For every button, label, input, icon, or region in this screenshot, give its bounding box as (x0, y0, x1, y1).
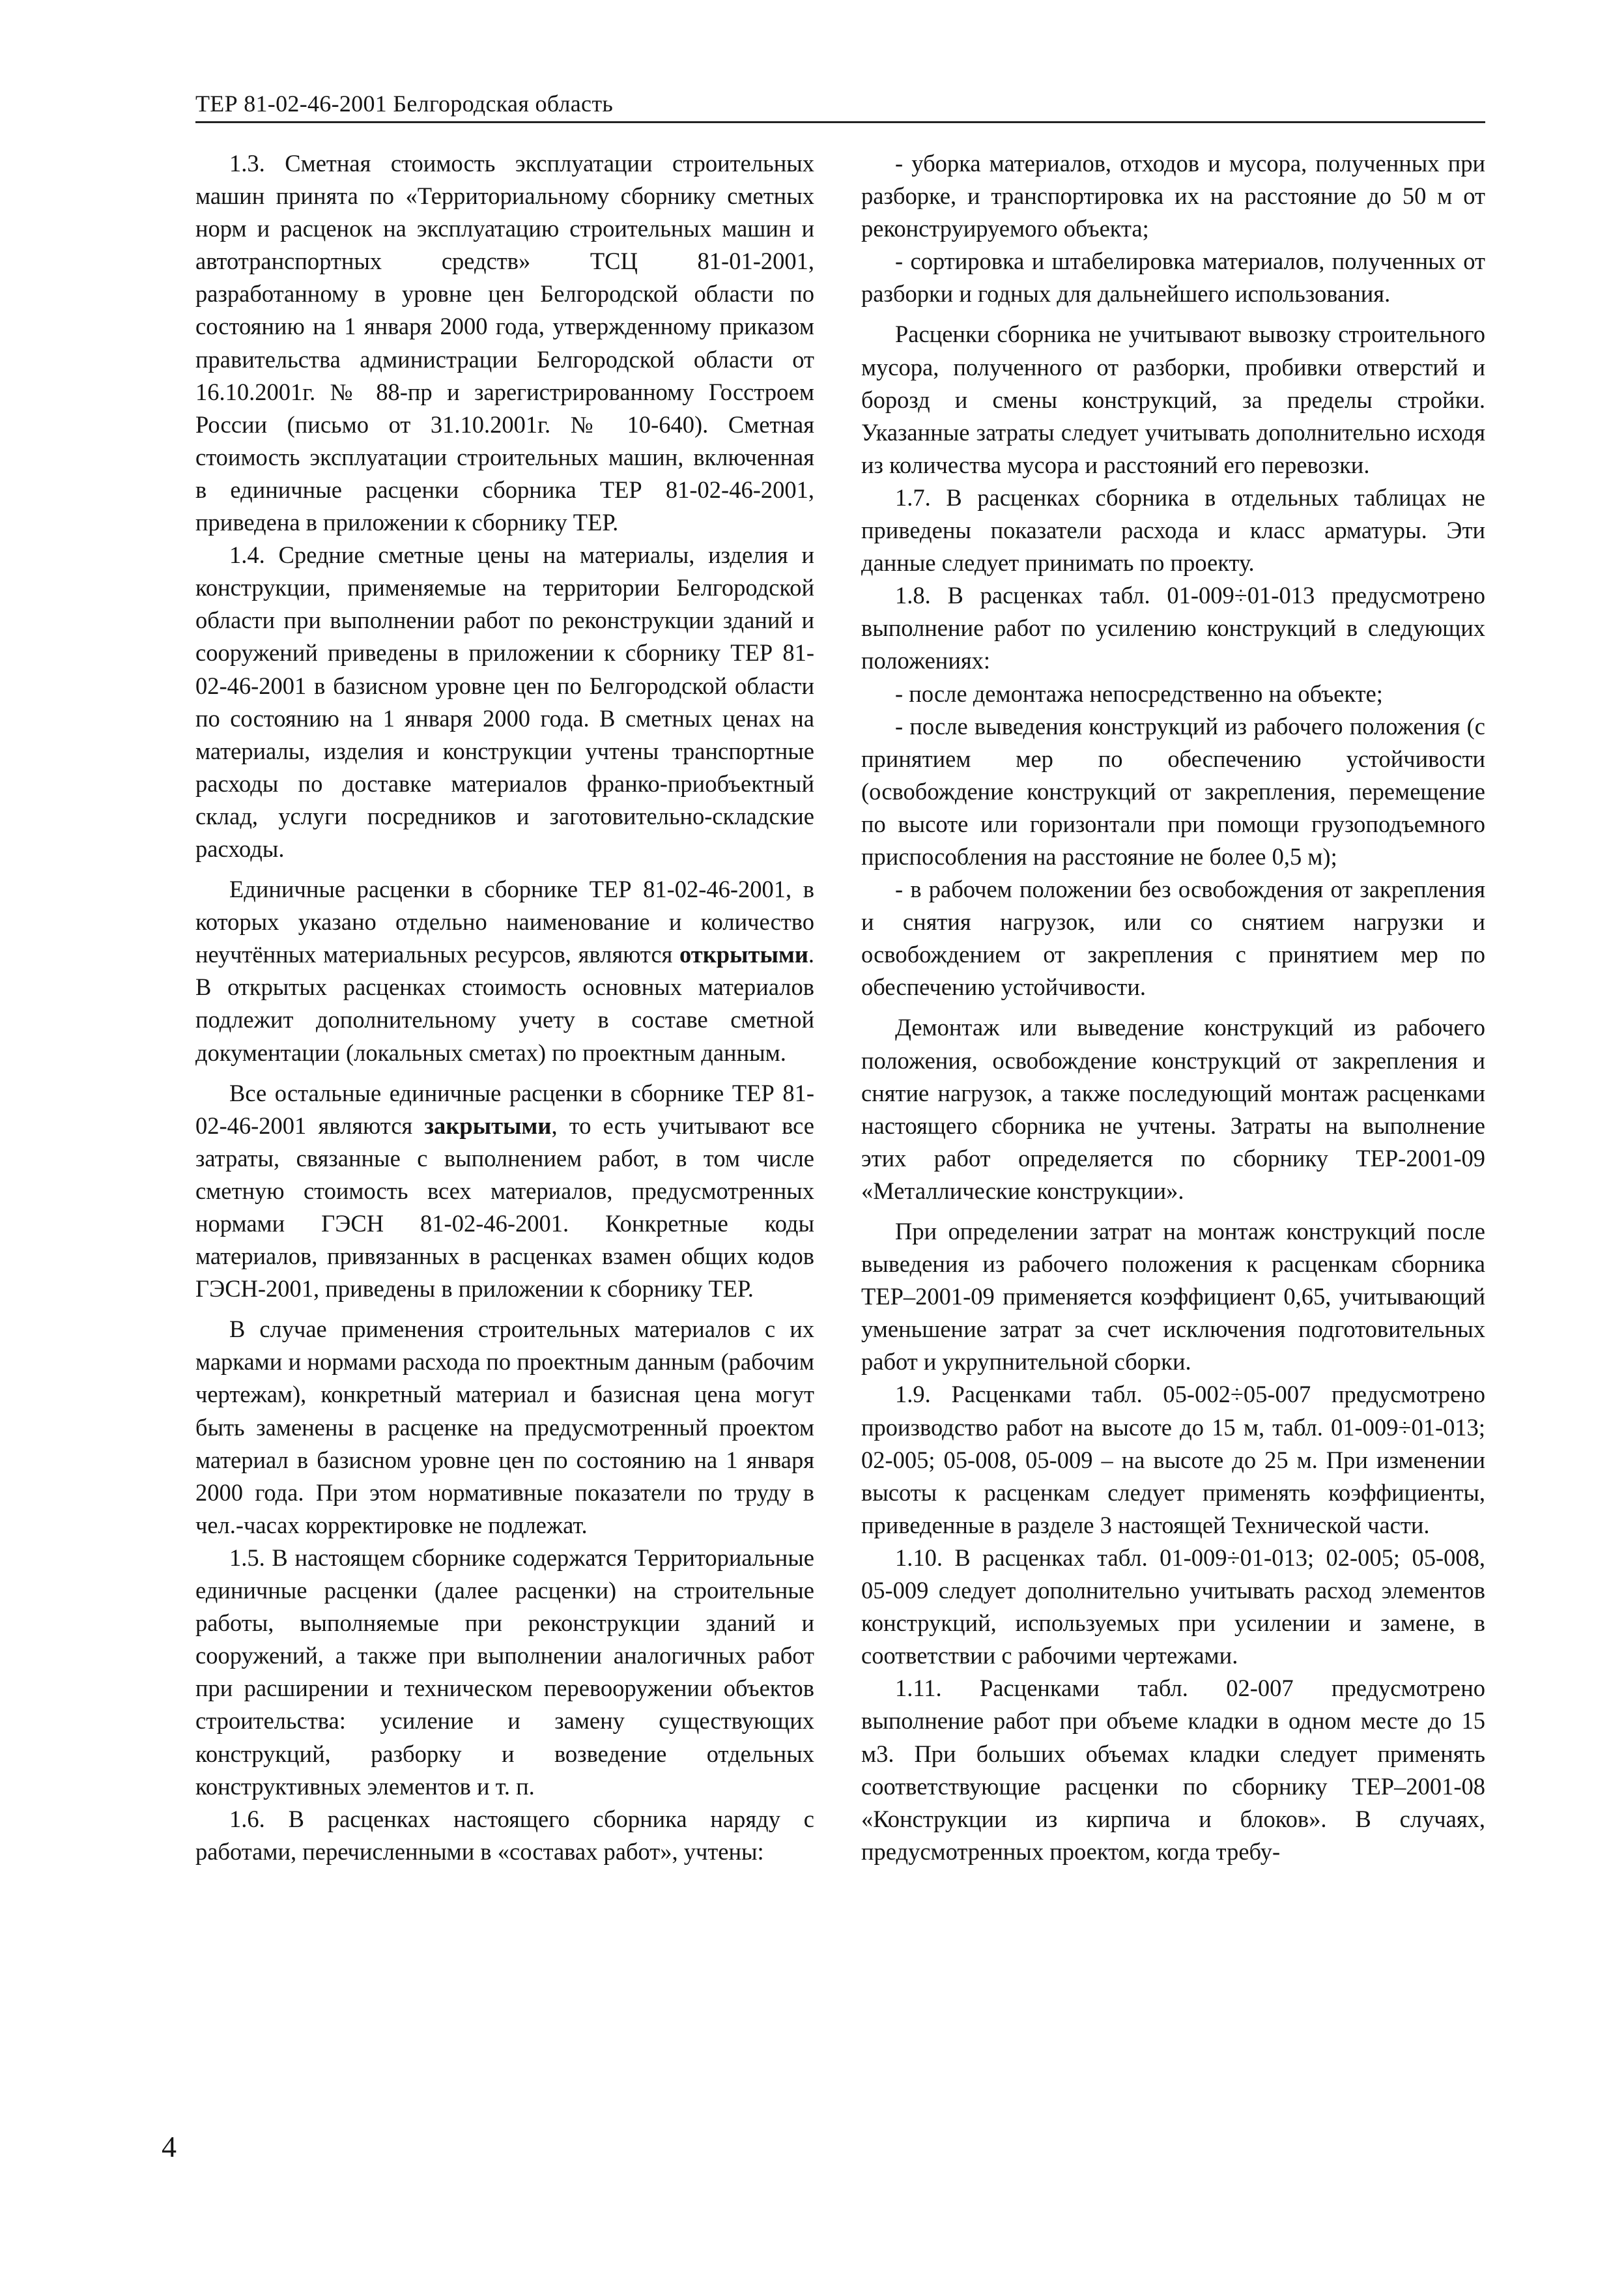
paragraph-1-10: 1.10. В расценках табл. 01-009÷01-013; 02-005; 05-008, 05-009 следует дополнительно учитывать расход элементов конструкций, используемых при усилении и замене, в соответствии с рабочими чертежами. (861, 1544, 1485, 1669)
list-item-in-working-position: - в рабочем положении без освобождения от закрепления и снятия нагрузок, или со снятием нагрузки и освобождением от закрепления с принятием мер по обеспечению устойчивости. (861, 876, 1485, 1001)
paragraph-waste-exclusion: Расценки сборника не учитывают вывозку строительного мусора, полученного от разборки, пробивки отверстий и борозд и смены конструкций, за пределы стройки. Указанные затраты следует учитывать дополнительно исходя из количества мусора и расстояний его перевозки. (861, 321, 1485, 478)
paragraph-1-8: 1.8. В расценках табл. 01-009÷01-013 предусмотрено выполнение работ по усилению конструкций в следующих положениях: (861, 582, 1485, 674)
paragraph-1-9: 1.9. Расценками табл. 05-002÷05-007 предусмотрено производство работ на высоте до 15 м, табл. 01-009÷01-013; 02-005; 05-008, 05-009 – на высоте до 25 м. При изменении высоты к расценкам следует применять коэффициенты, приведенные в разделе 3 настоящей Технической части. (861, 1381, 1485, 1538)
page-number: 4 (162, 2130, 177, 2163)
list-item-after-dismantling: - после демонтажа непосредственно на объекте; (895, 680, 1383, 707)
closed-rates-bold-term: закрытыми (424, 1112, 552, 1139)
open-rates-bold-term: открытыми (679, 941, 808, 968)
list-item-after-removal-from-position: - после выведения конструкций из рабочего положения (с принятием мер по обеспечению устойчивости (освобождение конструкций от закрепления, перемещение по высоте или горизонтали при помощи грузоподъемного приспособления на расстояние не более 0,5 м); (861, 712, 1485, 870)
paragraph-1-5: 1.5. В настоящем сборнике содержатся Территориальные единичные расценки (далее расценки) на строительные работы, выполняемые при реконструкции зданий и сооружений, а также при выполнении аналогичных работ при расширении и техническом перевооружении объектов строительства: усиление и замену существующих конструкций, разборку и возведение отдельных конструктивных элементов и т. п. (195, 1544, 814, 1800)
open-rates-text-before: Единичные расценки в сборнике ТЕР 81-02-46-2001, в которых указано отдельно наименование и количество неучтённых материальных ресурсов, являются (195, 876, 814, 968)
paragraph-coefficient-065: При определении затрат на монтаж конструкций после выведения из рабочего положения к расценкам сборника ТЕР–2001-09 применяется коэффициент 0,65, учитывающий уменьшение затрат за счет исключения подготовительных работ и укрупнительной сборки. (861, 1218, 1485, 1376)
running-title: ТЕР 81-02-46-2001 Белгородская область (195, 91, 614, 117)
paragraph-1-7: 1.7. В расценках сборника в отдельных таблицах не приведены показатели расхода и класс арматуры. Эти данные следует принимать по проекту. (861, 483, 1485, 577)
paragraph-1-6: 1.6. В расценках настоящего сборника наряду с работами, перечисленными в «составах работ», учтены: (195, 1805, 814, 1865)
paragraph-1-4: 1.4. Средние сметные цены на материалы, изделия и конструкции, применяемые на территории Белгородской области при выполнении работ по реконструкции зданий и сооружений приведены в приложении к сборнику ТЕР 81-02-46-2001 в базисном уровне цен по Белгородской области по состоянию на 1 января 2000 года. В сметных ценах на материалы, изделия и конструкции учтены транспортные расходы по доставке материалов франко-приобъектный склад, услуги посредников и заготовительно-складские расходы. (195, 541, 814, 862)
paragraph-material-substitution: В случае применения строительных материалов с их марками и нормами расхода по проектным данным (рабочим чертежам), конкретный материал и базисная цена могут быть заменены в расценке на предусмотренный проектом материал в базисном уровне цен по состоянию на 1 января 2000 года. При этом нормативные показатели по труду в чел.-часах корректировке не подлежат. (195, 1316, 814, 1538)
paragraph-1-11: 1.11. Расценками табл. 02-007 предусмотрено выполнение работ при объеме кладки в одном месте до 15 м3. При больших объемах кладки следует применять соответствующие расценки по сборнику ТЕР–2001-08 «Конструкции из кирпича и блоков». В случаях, предусмотренных проектом, когда требу- (861, 1675, 1485, 1865)
paragraph-dismantling-costs: Демонтаж или выведение конструкций из рабочего положения, освобождение конструкций от закрепления и снятие нагрузок, а также последующий монтаж расценками настоящего сборника не учтены. Затраты на выполнение этих работ определяется по сборнику ТЕР-2001-09 «Металлические конструкции». (861, 1014, 1485, 1204)
paragraph-1-3: 1.3. Сметная стоимость эксплуатации строительных машин принята по «Территориальному сборнику сметных норм и расценок на эксплуатацию строительных машин и автотранспортных средств» ТСЦ 81-01-2001, разработанному в уровне цен Белгородской области по состоянию на 1 января 2000 года, утвержденному приказом правительства администрации Белгородской области от 16.10.2001г. № 88-пр и зарегистрированному Госстроем России (письмо от 31.10.2001г. № 10-640). Сметная стоимость эксплуатации строительных машин, включенная в единичные расценки сборника ТЕР 81-02-46-2001, приведена в приложении к сборнику ТЕР. (195, 150, 814, 536)
open-rates-text-after: . В открытых расценках стоимость основных материалов подлежит дополнительному учету в составе сметной документации (локальных сметах) по проектным данным. (195, 941, 814, 1066)
closed-rates-text-before: Все остальные единичные расценки в сборнике ТЕР 81-02-46-2001 являются (195, 1079, 814, 1139)
right-column (861, 147, 1485, 1868)
running-header (195, 81, 1485, 123)
closed-rates-text-after: , то есть учитывают все затраты, связанные с выполнением работ, в том числе сметную стоимость всех материалов, предусмотренных нормами ГЭСН 81-02-46-2001. Конкретные коды материалов, привязанных в расценках взамен общих кодов ГЭСН-2001, приведены в приложении к сборнику ТЕР. (195, 1112, 814, 1303)
left-column (195, 147, 814, 1868)
paragraph-closed-rates (195, 1077, 814, 1306)
list-item-sorting-stacking: - сортировка и штабелировка материалов, полученных от разборки и годных для дальнейшего использования. (861, 248, 1485, 308)
paragraph-open-rates (195, 873, 814, 1069)
list-item-debris-removal: - уборка материалов, отходов и мусора, полученных при разборке, и транспортировка их на расстояние до 50 м от реконструируемого объекта; (861, 150, 1485, 242)
